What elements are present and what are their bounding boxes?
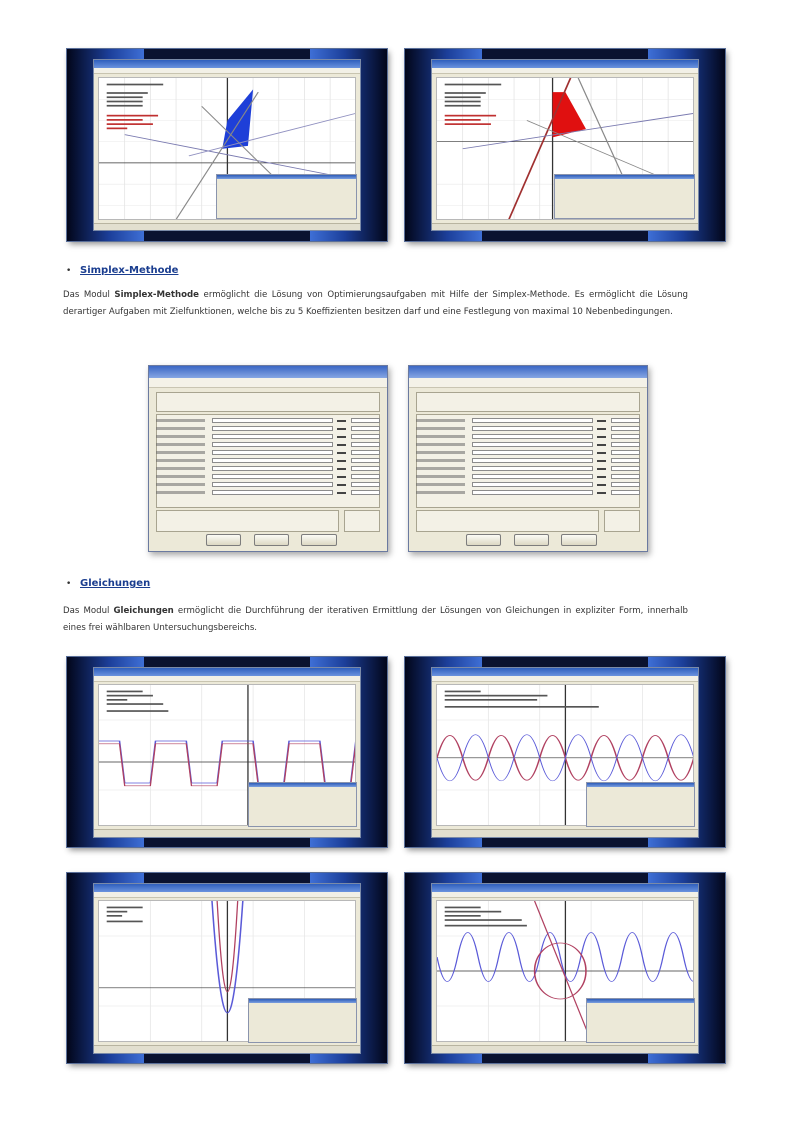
- screenshot-gleichungen-1: [67, 657, 387, 847]
- bullet-simplex: •: [66, 266, 72, 276]
- screenshot-gleichungen-2: [405, 657, 725, 847]
- text-gleichungen-bold: Gleichungen: [113, 606, 174, 616]
- screenshot-simplex-form-2: [408, 365, 648, 552]
- heading-simplex-methode[interactable]: Simplex-Methode: [80, 265, 179, 276]
- paragraph-gleichungen: [63, 603, 688, 636]
- bullet-gleichungen: •: [66, 579, 72, 589]
- screenshot-linear-optimization-blue: [67, 49, 387, 241]
- text-gleichungen-body: ermöglicht die Durchführung der iterativen Ermittlung der Lösungen von Gleichungen in expliziter Form, innerhalb eines frei wählbaren Untersuchungsbereichs.: [63, 606, 688, 633]
- text-simplex-body: ermöglicht die Lösung von Optimierungsaufgaben mit Hilfe der Simplex-Methode. Es ermöglicht die Lösung derartiger Aufgaben mit Zielfunktionen, welche bis zu 5 Koeffizienten besitzen darf und eine Festlegung von maximal 10 Nebenbedingungen.: [63, 290, 688, 317]
- screenshot-simplex-form-1: [148, 365, 388, 552]
- screenshot-gleichungen-3: [67, 873, 387, 1063]
- text-gleichungen-intro: Das Modul: [63, 606, 114, 616]
- text-simplex-bold: Simplex-Methode: [114, 290, 199, 300]
- paragraph-simplex-methode: [63, 287, 688, 320]
- text-simplex-intro: Das Modul: [63, 290, 115, 300]
- screenshot-linear-optimization-red: [405, 49, 725, 241]
- screenshot-gleichungen-4: [405, 873, 725, 1063]
- heading-gleichungen[interactable]: Gleichungen: [80, 578, 151, 589]
